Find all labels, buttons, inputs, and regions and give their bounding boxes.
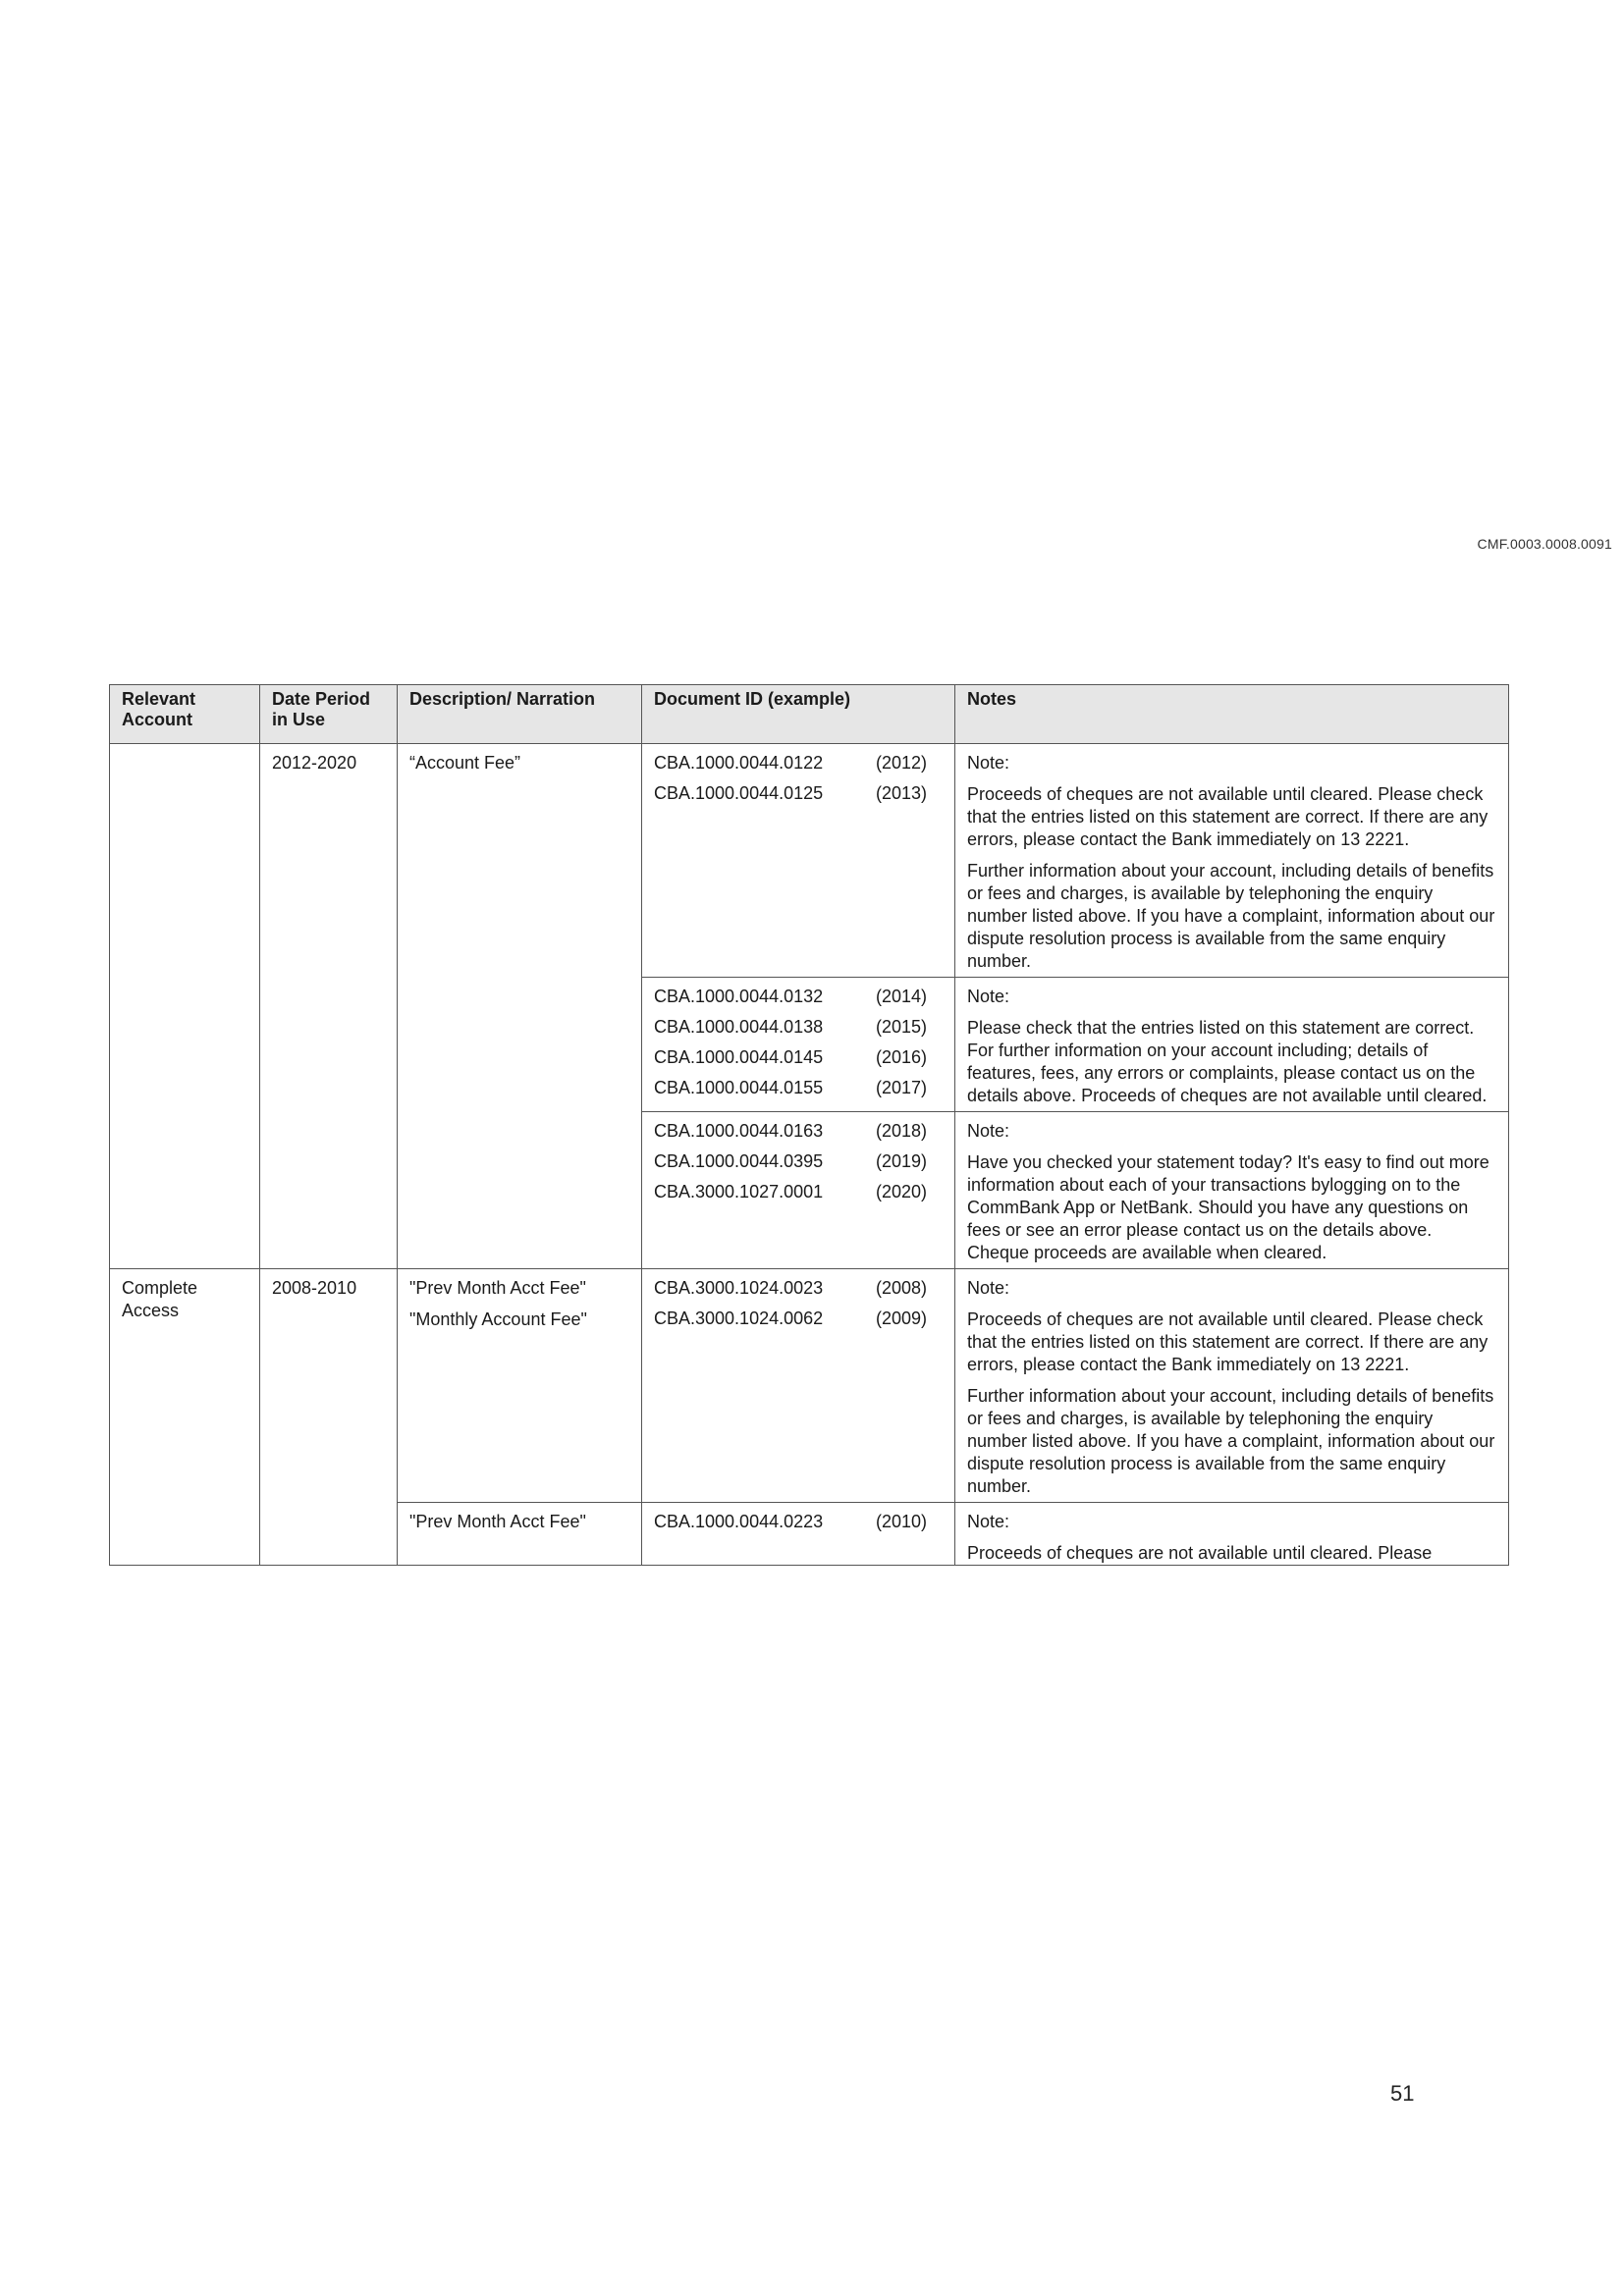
document-id: CBA.1000.0044.0138 bbox=[654, 1017, 824, 1037]
note-paragraph: Further information about your account, including details of benefits or fees and charges, is available by telephoning the enquiry number listed above. If you have a complaint, information about our dispute resolution process is available from the same enquiry number. bbox=[967, 1386, 1495, 1496]
document-entry bbox=[654, 1016, 943, 1038]
table-row bbox=[110, 1269, 1509, 1503]
document-entry bbox=[654, 1308, 943, 1329]
document-year: (2010) bbox=[875, 1512, 927, 1531]
table-header-row bbox=[110, 685, 1509, 744]
document-cell bbox=[642, 1503, 955, 1566]
document-control-number: CMF.0003.0008.0091 bbox=[1477, 536, 1612, 552]
document-entry bbox=[654, 1046, 943, 1068]
document-cell bbox=[642, 1112, 955, 1269]
document-cell bbox=[642, 1269, 955, 1503]
document-year: (2009) bbox=[875, 1308, 927, 1328]
header-description: Description/ Narration bbox=[398, 685, 642, 744]
document-year: (2019) bbox=[875, 1151, 927, 1171]
document-cell bbox=[642, 978, 955, 1112]
document-year: (2008) bbox=[875, 1278, 927, 1298]
document-id: CBA.1000.0044.0125 bbox=[654, 783, 824, 803]
note-paragraph: Proceeds of cheques are not available until cleared. Please check that the entries listed on this statement are correct. If there are any errors, please contact the Bank immediately on 13 2221. bbox=[967, 1309, 1489, 1374]
document-year: (2012) bbox=[875, 753, 927, 773]
note-paragraph: Further information about your account, including details of benefits or fees and charges, is available by telephoning the enquiry number listed above. If you have a complaint, information about our dispute resolution process is available from the same enquiry number. bbox=[967, 861, 1495, 971]
note-paragraph: Proceeds of cheques are not available until cleared. Please check that the entries listed on this statement are correct. If there are any errors, please contact the Bank immediately on 13 2221. bbox=[967, 784, 1489, 849]
document-year: (2017) bbox=[875, 1078, 927, 1097]
header-date-period: Date Period in Use bbox=[260, 685, 398, 744]
document-entry bbox=[654, 1181, 943, 1202]
document-year: (2020) bbox=[875, 1182, 927, 1201]
document-entry bbox=[654, 1277, 943, 1299]
document-year: (2016) bbox=[875, 1047, 927, 1067]
document-entry bbox=[654, 1511, 943, 1532]
header-relevant-account: Relevant Account bbox=[110, 685, 260, 744]
document-id: CBA.1000.0044.0132 bbox=[654, 987, 824, 1006]
description-text: "Monthly Account Fee" bbox=[409, 1309, 587, 1329]
header-document-id: Document ID (example) bbox=[642, 685, 955, 744]
document-id: CBA.1000.0044.0395 bbox=[654, 1151, 824, 1171]
table-row bbox=[110, 744, 1509, 978]
note-label: Note: bbox=[967, 1512, 1010, 1531]
document-id: CBA.3000.1024.0062 bbox=[654, 1308, 824, 1328]
document-id: CBA.1000.0044.0145 bbox=[654, 1047, 824, 1067]
document-id: CBA.1000.0044.0122 bbox=[654, 753, 824, 773]
document-id: CBA.1000.0044.0223 bbox=[654, 1512, 824, 1531]
document-id: CBA.1000.0044.0163 bbox=[654, 1121, 824, 1141]
period-cell: 2012-2020 bbox=[260, 744, 398, 1269]
notes-cell bbox=[955, 744, 1509, 978]
note-label: Note: bbox=[967, 1121, 1010, 1141]
document-entry bbox=[654, 1120, 943, 1142]
document-entry bbox=[654, 986, 943, 1007]
notes-cell bbox=[955, 1503, 1509, 1566]
account-cell bbox=[110, 744, 260, 1269]
description-text: "Prev Month Acct Fee" bbox=[409, 1278, 586, 1298]
note-paragraph: Please check that the entries listed on this statement are correct. For further information on your account including; details of features, fees, any errors or complaints, please contact us on the details above. Proceeds of cheques are not available until cleared. bbox=[967, 1018, 1488, 1105]
note-label: Note: bbox=[967, 1278, 1010, 1298]
note-paragraph: Proceeds of cheques are not available until cleared. Please bbox=[967, 1543, 1433, 1563]
document-id: CBA.3000.1024.0023 bbox=[654, 1278, 824, 1298]
page-number: 51 bbox=[1390, 2081, 1415, 2106]
note-paragraph: Have you checked your statement today? It's easy to find out more information about each of your transactions bylogging on to the CommBank App or NetBank. Should you have any questions on fees or see an error please contact us on the details above. Cheque proceeds are available when cleared. bbox=[967, 1152, 1489, 1262]
description-cell bbox=[398, 744, 642, 1269]
notes-cell bbox=[955, 978, 1509, 1112]
notes-cell bbox=[955, 1269, 1509, 1503]
note-label: Note: bbox=[967, 753, 1010, 773]
account-cell: Complete Access bbox=[110, 1269, 260, 1566]
notes-cell bbox=[955, 1112, 1509, 1269]
document-entry bbox=[654, 1150, 943, 1172]
document-id: CBA.1000.0044.0155 bbox=[654, 1078, 824, 1097]
document-entry bbox=[654, 782, 943, 804]
description-text: "Prev Month Acct Fee" bbox=[409, 1512, 586, 1531]
fee-narration-table bbox=[109, 684, 1509, 1566]
document-year: (2013) bbox=[875, 783, 927, 803]
description-text: “Account Fee” bbox=[409, 753, 521, 773]
period-cell: 2008-2010 bbox=[260, 1269, 398, 1566]
document-year: (2015) bbox=[875, 1017, 927, 1037]
document-id: CBA.3000.1027.0001 bbox=[654, 1182, 824, 1201]
document-entry bbox=[654, 752, 943, 774]
document-cell bbox=[642, 744, 955, 978]
document-year: (2014) bbox=[875, 987, 927, 1006]
description-cell bbox=[398, 1503, 642, 1566]
document-year: (2018) bbox=[875, 1121, 927, 1141]
header-notes: Notes bbox=[955, 685, 1509, 744]
note-label: Note: bbox=[967, 987, 1010, 1006]
document-entry bbox=[654, 1077, 943, 1098]
description-cell bbox=[398, 1269, 642, 1503]
